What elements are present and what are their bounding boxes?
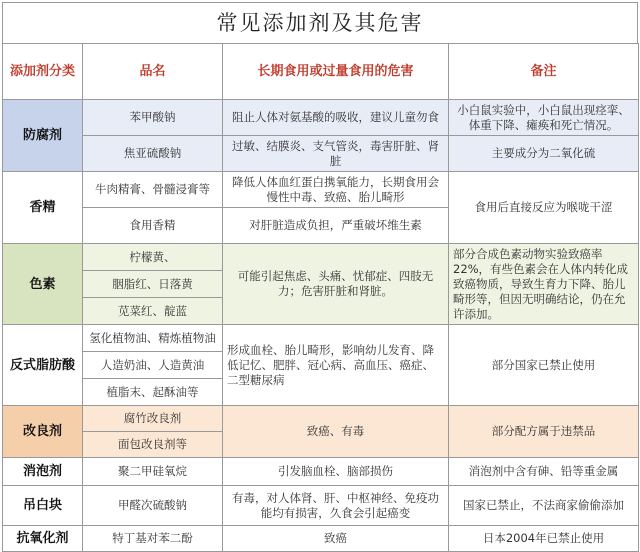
harm-cell: 引发脑血栓、脑部损伤	[223, 458, 449, 486]
name-cell: 面包改良剂等	[83, 432, 223, 458]
note-cell: 部分配方属于违禁品	[449, 406, 639, 458]
table-row	[3, 172, 639, 208]
name-cell: 植脂末、起酥油等	[83, 379, 223, 406]
harm-cell: 降低人体血红蛋白携氧能力，长期食用会慢性中毒、致癌、胎儿畸形	[223, 172, 449, 208]
note-cell: 部分国家已禁止使用	[449, 325, 639, 406]
harm-cell: 致癌、有毒	[223, 406, 449, 458]
note-cell: 部分合成色素动物实验致癌率22%，有些色素会在人体内转化成致癌物质，导致生育力下降、胎儿畸形等，但因无明确结论，仍在允许添加。	[449, 244, 639, 325]
name-cell: 氢化植物油、精炼植物油	[83, 325, 223, 352]
table-row	[3, 244, 639, 271]
name-cell: 苋菜红、靛蓝	[83, 298, 223, 325]
additives-table	[2, 43, 639, 552]
header-name: 品名	[83, 44, 223, 100]
table-row	[3, 526, 639, 552]
name-cell: 柠檬黄、	[83, 244, 223, 271]
document-title: 常见添加剂及其危害	[2, 2, 638, 43]
name-cell: 人造奶油、人造黄油	[83, 352, 223, 379]
name-cell: 甲醛次硫酸钠	[83, 486, 223, 526]
table-row	[3, 406, 639, 432]
note-cell: 消泡剂中含有砷、铅等重金属	[449, 458, 639, 486]
table-row	[3, 325, 639, 352]
name-cell: 牛肉精膏、骨髓浸膏等	[83, 172, 223, 208]
category-cell: 抗氧化剂	[3, 526, 83, 552]
name-cell: 焦亚硫酸钠	[83, 136, 223, 172]
harm-cell: 形成血栓、胎儿畸形，影响幼儿发育、降低记忆、肥胖、冠心病、高血压、癌症、二型糖尿病	[223, 325, 449, 406]
name-cell: 苯甲酸钠	[83, 100, 223, 136]
name-cell: 特丁基对苯二酚	[83, 526, 223, 552]
additives-document	[2, 2, 638, 548]
category-cell: 香精	[3, 172, 83, 244]
category-cell: 反式脂肪酸	[3, 325, 83, 406]
note-cell: 小白鼠实验中，小白鼠出现痉挛、体重下降、瘫痪和死亡情况。	[449, 100, 639, 136]
harm-cell: 可能引起焦虑、头痛、忧郁症、四肢无力；危害肝脏和肾脏。	[223, 244, 449, 325]
table-row	[3, 136, 639, 172]
harm-cell: 对肝脏造成负担，严重破坏维生素	[223, 208, 449, 244]
harm-cell: 阻止人体对氨基酸的吸收，建议儿童勿食	[223, 100, 449, 136]
category-cell: 消泡剂	[3, 458, 83, 486]
header-category: 添加剂分类	[3, 44, 83, 100]
harm-cell: 致癌	[223, 526, 449, 552]
category-cell: 改良剂	[3, 406, 83, 458]
note-cell: 国家已禁止，不法商家偷偷添加	[449, 486, 639, 526]
header-note: 备注	[449, 44, 639, 100]
table-row	[3, 100, 639, 136]
note-cell: 日本2004年已禁止使用	[449, 526, 639, 552]
name-cell: 聚二甲硅氧烷	[83, 458, 223, 486]
note-cell: 主要成分为二氧化硫	[449, 136, 639, 172]
name-cell: 胭脂红、日落黄	[83, 271, 223, 298]
harm-cell: 有毒，对人体肾、肝、中枢神经、免疫功能均有损害，久食会引起癌变	[223, 486, 449, 526]
note-cell: 食用后直接反应为喉咙干涩	[449, 172, 639, 244]
name-cell: 食用香精	[83, 208, 223, 244]
header-harm: 长期食用或过量食用的危害	[223, 44, 449, 100]
category-cell: 防腐剂	[3, 100, 83, 172]
header-row	[3, 44, 639, 100]
table-row	[3, 458, 639, 486]
name-cell: 腐竹改良剂	[83, 406, 223, 432]
category-cell: 吊白块	[3, 486, 83, 526]
category-cell: 色素	[3, 244, 83, 325]
table-row	[3, 486, 639, 526]
harm-cell: 过敏、结膜炎、支气管炎，毒害肝脏、肾脏	[223, 136, 449, 172]
